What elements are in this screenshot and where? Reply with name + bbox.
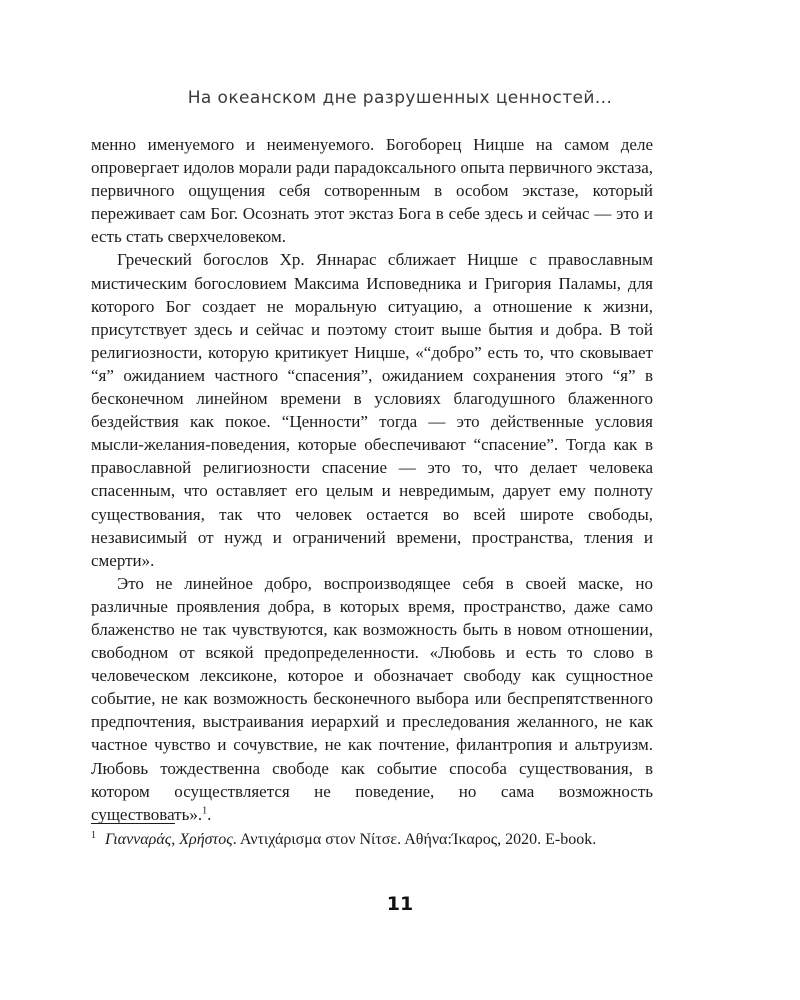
footnote-text: . Αντιχάρισμα στον Νίτσε. Αθήνα:Ίκαρος, 2020. E-book. xyxy=(232,831,597,848)
paragraph-2: Греческий богослов Хр. Яннарас сближает Ницше с православным мистическим богословием Максима Исповедника и Григория Паламы, для которого Бог создает не моральную ситуацию, а отношение к жизни, присутствует здесь и сейчас и поэтому стоит выше бытия и добра. В той религиозности, которую критикует Ницше, «“добро” есть то, что сковывает “я” ожиданием частного “спасения”, ожиданием сохранения этого “я” в бесконечном линейном времени в условиях благодушного блаженного бездействия как покое. “Ценности” тогда — это действенные условия мысли-желания-поведения, которые обеспечивают “спасение”. Тогда как в православной религиозности спасение — это то, что делает человека спасенным, что оставляет его целым и невредимым, дарует ему полноту существования, так что человек остается во всей широте свободы, независимый от нужд и ограничений времени, пространства, тления и смерти». xyxy=(91,250,653,570)
running-header: На океанском дне разрушенных ценностей... xyxy=(187,88,613,108)
main-text xyxy=(91,133,653,826)
footnote-reference[interactable]: 1 xyxy=(202,805,208,817)
page-number: 11 xyxy=(386,893,414,915)
paragraph-3: Это не линейное добро, воспроизводящее себя в своей маске, но различные проявления добра, в которых время, пространство, даже само блаженство не так чувствуются, как возможность быть в новом отношении, свободном от всякой предопределенности. «Любовь и есть то слово в человеческом лексиконе, которое и обозначает свободу как сущностное событие, не как возможность бесконечного выбора или беспрепятственного предпочтения, выстраивания иерархий и преследования желанного, не как частное чувство и сочувствие, не как почтение, филантропия и альтруизм. Любовь тождественна свободе как событие способа существования, в котором осуществляется не поведение, но сама возможность существовать».$^1$. xyxy=(91,573,653,824)
footnote xyxy=(91,829,659,850)
footnote-divider xyxy=(91,823,175,824)
paragraph-3-text: Это не линейное добро, воспроизводящее себя в своей маске, но различные проявления добра, в которых время, пространство, даже само блаженство не так чувствуются, как возможность быть в новом отношении, свободном от всякой предопределенности. «Любовь и есть то слово в человеческом лексиконе, которое и обозначает свободу как сущностное событие, не как возможность бесконечного выбора или беспрепятственного предпочтения, выстраивания иерархий и преследования желанного, не как частное чувство и сочувствие, не как почтение, филантропия и альтруизм. Любовь тождественна свободе как событие способа существования, в котором осуществляется не поведение, но сама возможность существовать». xyxy=(91,573,653,824)
footnote-number: 1 xyxy=(91,829,96,841)
footnote-author: Γιανναράς, Χρήστος xyxy=(105,831,233,848)
paragraph-1: менно именуемого и неименуемого. Богоборец Ницше на самом деле опровергает идолов морали ради парадоксального опыта первичного экстаза, первичного ощущения себя сотворенным в особом экстазе, который переживает сам Бог. Осознать этот экстаз Бога в себе здесь и сейчас — это и есть стать сверхчеловеком. xyxy=(91,135,653,247)
